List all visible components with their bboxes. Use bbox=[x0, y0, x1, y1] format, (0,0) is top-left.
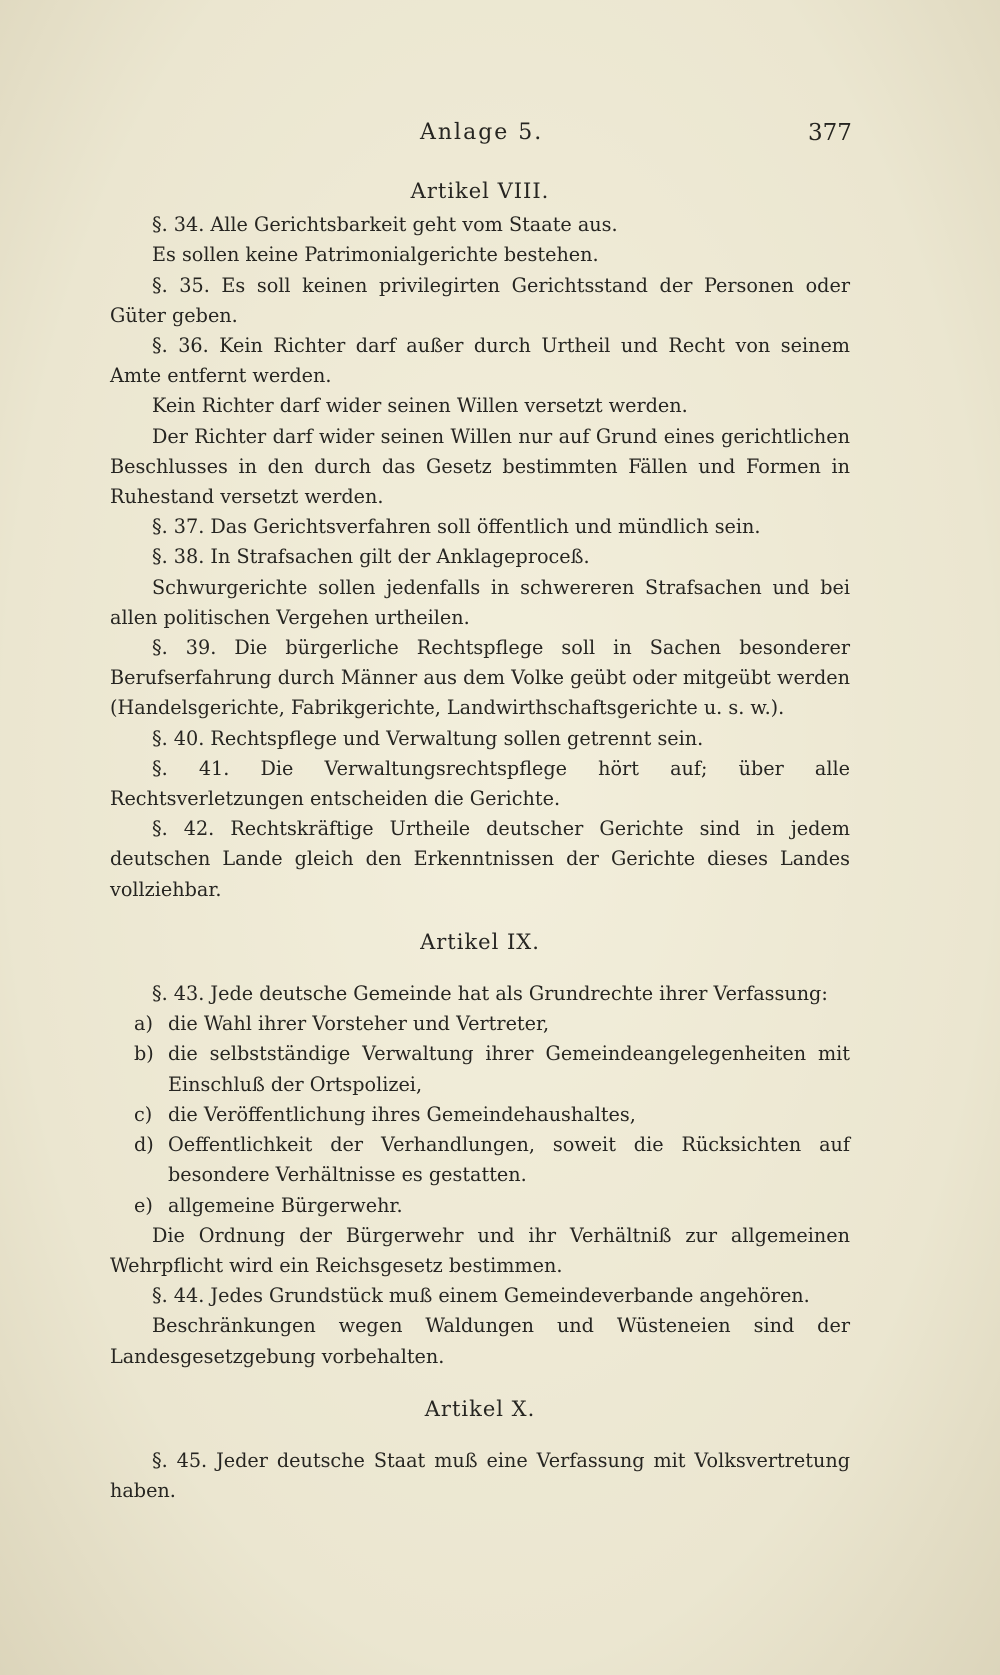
paragraph-36: §. 36. Kein Richter darf außer durch Urtheil und Recht von seinem Amte entfernt werden. bbox=[110, 334, 850, 388]
page-number: 377 bbox=[808, 120, 852, 146]
paragraph-44-cont: Beschränkungen wegen Waldungen und Wüsteneien sind der Landesgesetzgebung vorbehalten. bbox=[110, 1314, 850, 1368]
list-item-text: Oeffentlichkeit der Verhandlungen, soweit die Rücksichten auf besondere Verhältnisse es gestatten. bbox=[168, 1133, 850, 1187]
paragraph-38-cont: Schwurgerichte sollen jedenfalls in schwereren Strafsachen und bei allen politischen Vergehen urtheilen. bbox=[110, 575, 850, 629]
page-header bbox=[0, 120, 1000, 156]
paragraph-42: §. 42. Rechtskräftige Urtheile deutscher Gerichte sind in jedem deutschen Lande gleich den Erkenntnissen der Gerichte dieses Landes vollziehbar. bbox=[110, 817, 850, 901]
list-item bbox=[110, 1039, 850, 1099]
paragraph-43-cont: Die Ordnung der Bürgerwehr und ihr Verhältniß zur allgemeinen Wehrpflicht wird ein Reichsgesetz bestimmen. bbox=[110, 1223, 850, 1277]
list-item-label: a) bbox=[134, 1012, 153, 1036]
running-title: Anlage 5. bbox=[420, 120, 544, 145]
list-item-label: c) bbox=[134, 1102, 153, 1126]
list-item-text: die selbstständige Verwaltung ihrer Gemeindeangelegenheiten mit Einschluß der Ortspolizei, bbox=[168, 1042, 850, 1096]
heading-artikel-ix: Artikel IX. bbox=[420, 929, 540, 954]
list-item-label: e) bbox=[134, 1193, 153, 1217]
list-item bbox=[110, 1100, 850, 1130]
paragraph-36-cont2: Der Richter darf wider seinen Willen nur auf Grund eines gerichtlichen Beschlusses in den durch das Gesetz bestimmten Fällen und Formen in Ruhestand versetzt werden. bbox=[110, 424, 850, 509]
list-item-text: die Wahl ihrer Vorsteher und Vertreter, bbox=[168, 1012, 550, 1036]
list-item-label: d) bbox=[134, 1133, 154, 1157]
paragraph-37: §. 37. Das Gerichtsverfahren soll öffentlich und mündlich sein. bbox=[152, 515, 761, 539]
list-item bbox=[110, 1009, 850, 1039]
paragraph-34-cont: Es sollen keine Patrimonialgerichte bestehen. bbox=[152, 243, 599, 267]
list-item-text: allgemeine Bürgerwehr. bbox=[168, 1193, 403, 1217]
list-item-label: b) bbox=[134, 1042, 154, 1066]
list-item-text: die Veröffentlichung ihres Gemeindehaushaltes, bbox=[168, 1102, 636, 1126]
paragraph-43: §. 43. Jede deutsche Gemeinde hat als Grundrechte ihrer Verfassung: bbox=[152, 982, 828, 1006]
list-item bbox=[110, 1191, 850, 1221]
paragraph-38: §. 38. In Strafsachen gilt der Anklageproceß. bbox=[152, 545, 590, 569]
body-text bbox=[110, 176, 850, 1506]
paragraph-39: §. 39. Die bürgerliche Rechtspflege soll in Sachen besonderer Berufserfahrung durch Männer aus dem Volke geübt oder mitgeübt werden (Handelsgerichte, Fabrikgerichte, Landwirthschaftsgerichte u. s. w.). bbox=[110, 636, 850, 720]
paragraph-44: §. 44. Jedes Grundstück muß einem Gemeindeverbande angehören. bbox=[152, 1284, 810, 1308]
paragraph-45: §. 45. Jeder deutsche Staat muß eine Verfassung mit Volksvertretung haben. bbox=[110, 1448, 850, 1503]
paragraph-41: §. 41. Die Verwaltungsrechtspflege hört auf; über alle Rechtsverletzungen entscheiden die Gerichte. bbox=[110, 756, 850, 811]
paragraph-35: §. 35. Es soll keinen privilegirten Gerichtsstand der Personen oder Güter geben. bbox=[110, 273, 850, 327]
heading-artikel-viii: Artikel VIII. bbox=[410, 179, 550, 203]
paragraph-40: §. 40. Rechtspflege und Verwaltung sollen getrennt sein. bbox=[152, 726, 704, 750]
heading-artikel-x: Artikel X. bbox=[424, 1396, 536, 1421]
paragraph-34: §. 34. Alle Gerichtsbarkeit geht vom Staate aus. bbox=[152, 213, 618, 237]
list-item bbox=[110, 1130, 850, 1190]
paragraph-36-cont: Kein Richter darf wider seinen Willen versetzt werden. bbox=[152, 394, 688, 418]
